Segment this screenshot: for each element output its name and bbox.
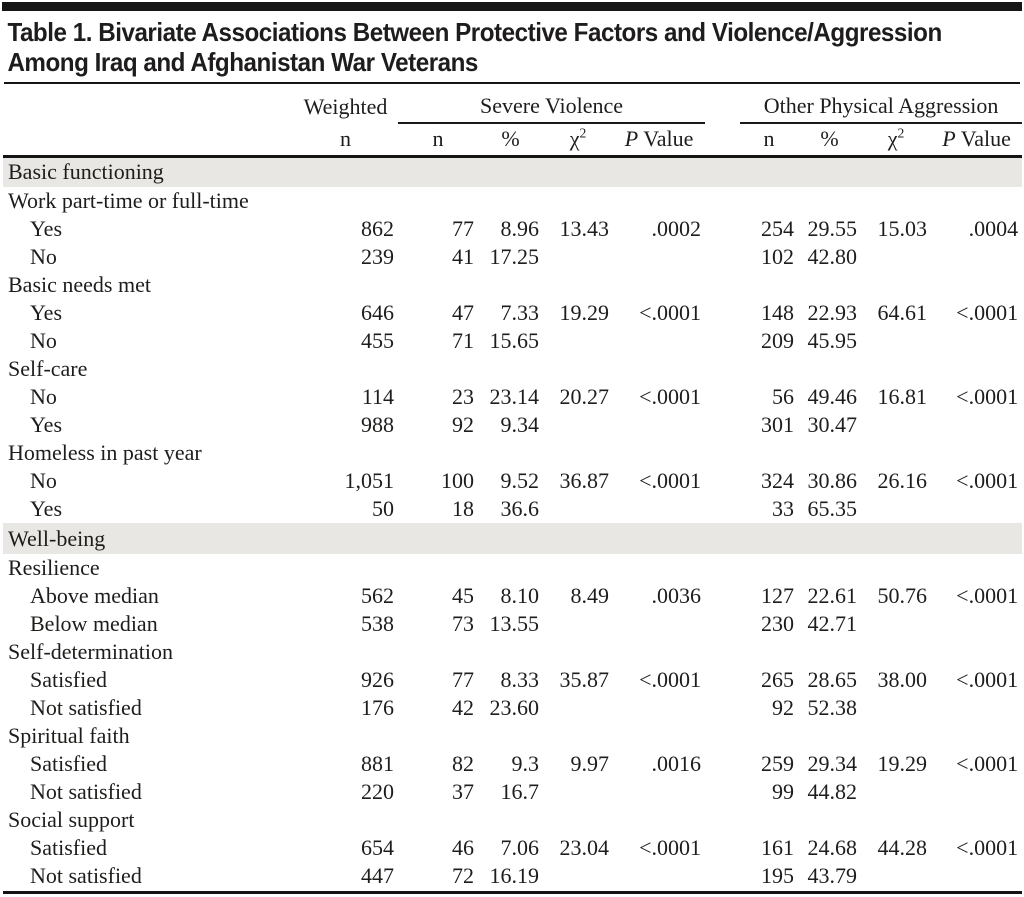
opa_chi2-cell: 19.29 [877, 751, 928, 776]
sv_chi2-cell [543, 327, 613, 355]
sv_pct-cell: 15.65 [489, 328, 539, 353]
category-label-cell: Social support [8, 807, 135, 832]
sv_p-cell [613, 243, 705, 271]
category-row [3, 439, 1022, 467]
opa_n-cell: 259 [761, 751, 795, 776]
sv_pct-cell: 8.96 [500, 216, 539, 241]
category-label-cell: Self-care [8, 356, 88, 381]
sv_chi2-cell: 35.87 [559, 667, 609, 692]
opa_n-cell: 127 [761, 583, 795, 608]
data-row [3, 383, 1022, 411]
row-label-cell: No [30, 244, 57, 269]
sv_n-cell: 37 [452, 779, 474, 804]
row-label-cell: Not satisfied [30, 695, 142, 720]
row-label-cell: No [30, 468, 57, 493]
sv_pct-cell: 9.3 [511, 751, 539, 776]
category-label-cell: Self-determination [8, 639, 173, 664]
sv_n-cell: 73 [452, 611, 474, 636]
p-value-word: Value [638, 126, 694, 152]
row-label-cell: Above median [30, 583, 159, 608]
opa_chi2-cell: 15.03 [877, 216, 928, 241]
category-label-cell: Spiritual faith [8, 723, 130, 748]
category-row [3, 806, 1022, 834]
category-label-cell: Resilience [8, 555, 100, 580]
column-gap-cell [705, 243, 740, 271]
opa_pct-cell: 24.68 [807, 835, 858, 860]
table-body [3, 156, 1022, 890]
column-gap-cell [705, 694, 740, 722]
row-label-cell: Yes [30, 300, 63, 325]
opa_n-cell: 161 [761, 835, 795, 860]
column-gap-cell [705, 299, 740, 327]
sv_pct-cell: 8.10 [500, 583, 539, 608]
opa_pct-cell: 44.82 [807, 779, 858, 804]
opa_pct-cell: 22.93 [807, 300, 858, 325]
category-row [3, 355, 1022, 383]
weighted_n-cell: 447 [361, 863, 394, 888]
row-label-cell: Yes [30, 216, 63, 241]
row-label-cell: Satisfied [30, 835, 107, 860]
chi-superscript: 2 [897, 125, 905, 141]
sv_pct-cell: 16.7 [500, 779, 539, 804]
opa-chi-square-subheader [861, 123, 931, 156]
data-row [3, 327, 1022, 355]
column-gap-cell [705, 610, 740, 638]
weighted_n-cell: 538 [361, 611, 394, 636]
opa_p-cell: <.0001 [956, 300, 1019, 325]
category-label-cell: Work part-time or full-time [8, 188, 249, 213]
title-divider-rule [4, 82, 1020, 84]
p-value-word: Value [955, 126, 1011, 152]
sv_n-cell: 77 [452, 667, 474, 692]
opa_n-cell: 254 [761, 216, 795, 241]
opa_p-cell: <.0001 [956, 667, 1019, 692]
opa_n-cell: 148 [761, 300, 795, 325]
column-gap-cell [705, 666, 740, 694]
sv_p-cell: .0016 [651, 751, 702, 776]
weighted-n-subheader: n [293, 123, 398, 156]
group-gap-cell-2 [705, 123, 740, 156]
opa_n-cell: 56 [772, 384, 795, 409]
weighted_n-cell: 646 [361, 300, 394, 325]
weighted_n-cell: 862 [361, 216, 394, 241]
sv_p-cell [613, 694, 705, 722]
opa_n-cell: 324 [761, 468, 795, 493]
opa_pct-cell: 45.95 [807, 328, 858, 353]
sv_chi2-cell: 36.87 [559, 468, 609, 493]
sv_p-cell: <.0001 [639, 468, 702, 493]
row-label-cell: Yes [30, 412, 63, 437]
weighted_n-cell: 114 [361, 384, 394, 409]
opa_p-cell: .0004 [968, 216, 1019, 241]
weighted_n-cell: 239 [361, 244, 394, 269]
opa_chi2-cell: 44.28 [877, 835, 928, 860]
opa_n-cell: 195 [761, 863, 795, 888]
corner-cell-2 [3, 123, 293, 156]
sv_chi2-cell: 13.43 [559, 216, 609, 241]
opa_n-cell: 102 [761, 244, 795, 269]
sv_chi2-cell [543, 610, 613, 638]
data-row [3, 694, 1022, 722]
sv_n-cell: 82 [452, 751, 474, 776]
sv_chi2-cell [543, 243, 613, 271]
opa_pct-cell: 42.80 [807, 244, 858, 269]
row-label-cell: No [30, 384, 57, 409]
category-row [3, 271, 1022, 299]
sv_p-cell [613, 778, 705, 806]
weighted_n-cell: 220 [361, 779, 394, 804]
sv_p-cell: <.0001 [639, 667, 702, 692]
sv_pct-cell: 16.19 [489, 863, 539, 888]
row-label-cell: Satisfied [30, 667, 107, 692]
bottom-double-rule [3, 891, 1022, 894]
weighted_n-cell: 562 [361, 583, 394, 608]
opa_n-cell: 209 [761, 328, 795, 353]
weighted_n-cell: 988 [361, 412, 394, 437]
chi-superscript: 2 [579, 125, 587, 141]
sv_n-cell: 45 [452, 583, 474, 608]
row-label-cell: Below median [30, 611, 158, 636]
opa_chi2-cell [861, 243, 931, 271]
opa_chi2-cell: 26.16 [877, 468, 928, 493]
p-symbol: P [942, 126, 956, 152]
opa_chi2-cell [861, 411, 931, 439]
sv_n-cell: 42 [452, 695, 474, 720]
data-row [3, 495, 1022, 523]
sv_pct-cell: 13.55 [489, 611, 539, 636]
opa-n-subheader: n [740, 123, 798, 156]
sv_chi2-cell: 9.97 [570, 751, 609, 776]
category-row [3, 638, 1022, 666]
sv_n-cell: 47 [452, 300, 474, 325]
sv_chi2-cell [543, 778, 613, 806]
category-row [3, 187, 1022, 215]
opa_n-cell: 99 [772, 779, 795, 804]
opa_pct-cell: 43.79 [807, 863, 858, 888]
sv_n-cell: 41 [452, 244, 474, 269]
header-subcolumn-row [3, 123, 1022, 156]
opa_n-cell: 301 [761, 412, 795, 437]
sv_pct-cell: 7.06 [500, 835, 539, 860]
opa_chi2-cell [861, 778, 931, 806]
opa_pct-cell: 29.34 [807, 751, 858, 776]
row-label-cell: Not satisfied [30, 779, 142, 804]
other-physical-aggression-spanner: Other Physical Aggression [740, 88, 1022, 123]
opa_chi2-cell: 50.76 [877, 583, 928, 608]
weighted_n-cell: 881 [361, 751, 394, 776]
opa_p-cell [931, 495, 1022, 523]
column-gap-cell [705, 215, 740, 243]
opa_n-cell: 265 [761, 667, 795, 692]
opa_p-cell: <.0001 [956, 384, 1019, 409]
opa_chi2-cell [861, 610, 931, 638]
sv_p-cell: <.0001 [639, 835, 702, 860]
sv-chi-square-subheader [543, 123, 613, 156]
weighted_n-cell: 1,051 [344, 468, 394, 493]
opa_pct-cell: 22.61 [807, 583, 858, 608]
column-gap-cell [705, 778, 740, 806]
opa_chi2-cell: 64.61 [877, 300, 928, 325]
opa_pct-cell: 29.55 [807, 216, 858, 241]
sv_n-cell: 71 [452, 328, 474, 353]
sv-n-subheader: n [398, 123, 478, 156]
sv_pct-cell: 9.34 [500, 412, 539, 437]
sv_pct-cell: 8.33 [500, 667, 539, 692]
opa_chi2-cell [861, 495, 931, 523]
sv_chi2-cell: 8.49 [570, 583, 609, 608]
sv-p-value-subheader [613, 123, 705, 156]
sv_p-cell [613, 327, 705, 355]
opa_chi2-cell [861, 862, 931, 890]
sv_chi2-cell [543, 495, 613, 523]
opa_p-cell [931, 778, 1022, 806]
sv_n-cell: 18 [452, 496, 474, 521]
sv_p-cell: .0036 [651, 583, 702, 608]
sv_pct-cell: 17.25 [489, 244, 539, 269]
p-symbol: P [624, 126, 639, 152]
table-title-line-1: Table 1. Bivariate Associations Between Protective Factors and Violence/Aggression [7, 17, 942, 47]
column-gap-cell [705, 327, 740, 355]
data-row [3, 750, 1022, 778]
column-gap-cell [705, 467, 740, 495]
sv_pct-cell: 23.14 [489, 384, 539, 409]
header-group-row [3, 88, 1022, 123]
sv_chi2-cell: 19.29 [559, 300, 609, 325]
opa_chi2-cell: 16.81 [877, 384, 928, 409]
data-row [3, 467, 1022, 495]
opa_p-cell: <.0001 [956, 583, 1019, 608]
opa_pct-cell: 65.35 [807, 496, 858, 521]
sv_chi2-cell [543, 694, 613, 722]
sv_n-cell: 92 [452, 412, 474, 437]
section-row [3, 523, 1022, 554]
opa_p-cell [931, 327, 1022, 355]
bivariate-associations-table [3, 88, 1022, 890]
sv_p-cell: .0002 [651, 216, 702, 241]
sv_chi2-cell: 20.27 [559, 384, 609, 409]
opa-p-value-subheader [931, 123, 1022, 156]
weighted_n-cell: 176 [361, 695, 394, 720]
data-row [3, 299, 1022, 327]
opa_p-cell [931, 862, 1022, 890]
weighted_n-cell: 455 [361, 328, 394, 353]
data-row [3, 862, 1022, 890]
weighted_n-cell: 50 [372, 496, 394, 521]
data-row [3, 411, 1022, 439]
data-row [3, 215, 1022, 243]
group-gap-cell [705, 88, 740, 123]
column-gap-cell [705, 383, 740, 411]
opa_p-cell [931, 694, 1022, 722]
column-gap-cell [705, 862, 740, 890]
sv_p-cell: <.0001 [639, 300, 702, 325]
opa_chi2-cell: 38.00 [877, 667, 928, 692]
data-row [3, 834, 1022, 862]
opa_pct-cell: 28.65 [807, 667, 858, 692]
top-black-bar [2, 2, 1022, 11]
data-row [3, 666, 1022, 694]
section-row [3, 156, 1022, 187]
row-label-cell: Satisfied [30, 751, 107, 776]
table-title-line-2: Among Iraq and Afghanistan War Veterans [7, 47, 478, 77]
row-label-cell: Not satisfied [30, 863, 142, 888]
opa_p-cell [931, 411, 1022, 439]
opa_pct-cell: 52.38 [807, 695, 858, 720]
column-gap-cell [705, 582, 740, 610]
sv_n-cell: 77 [452, 216, 474, 241]
weighted_n-cell: 926 [361, 667, 394, 692]
row-label-cell: No [30, 328, 57, 353]
column-gap-cell [705, 750, 740, 778]
sv-percent-subheader: % [478, 123, 543, 156]
weighted_n-cell: 654 [361, 835, 394, 860]
corner-cell [3, 88, 293, 123]
weighted-header: Weighted [303, 94, 388, 119]
data-row [3, 582, 1022, 610]
table-title [0, 11, 952, 82]
sv_p-cell [613, 610, 705, 638]
column-gap-cell [705, 834, 740, 862]
opa_chi2-cell [861, 327, 931, 355]
opa_p-cell: <.0001 [956, 751, 1019, 776]
column-gap-cell [705, 411, 740, 439]
opa_n-cell: 92 [772, 695, 795, 720]
category-row [3, 722, 1022, 750]
sv_p-cell [613, 862, 705, 890]
opa_p-cell [931, 610, 1022, 638]
sv_n-cell: 46 [452, 835, 474, 860]
opa_pct-cell: 49.46 [807, 384, 858, 409]
section-label-cell: Basic functioning [3, 156, 1022, 187]
sv_chi2-cell [543, 862, 613, 890]
sv_n-cell: 100 [441, 468, 474, 493]
sv_chi2-cell: 23.04 [559, 835, 609, 860]
table-header [3, 88, 1022, 156]
chi-symbol: χ [569, 126, 580, 152]
sv_pct-cell: 9.52 [500, 468, 539, 493]
severe-violence-spanner: Severe Violence [398, 88, 705, 123]
sv_pct-cell: 23.60 [489, 695, 539, 720]
opa_pct-cell: 30.86 [807, 468, 858, 493]
data-row [3, 243, 1022, 271]
column-gap-cell [705, 495, 740, 523]
opa-percent-subheader: % [798, 123, 861, 156]
sv_p-cell [613, 411, 705, 439]
sv_pct-cell: 7.33 [500, 300, 539, 325]
sv_p-cell: <.0001 [639, 384, 702, 409]
opa_p-cell: <.0001 [956, 835, 1019, 860]
row-label-cell: Yes [30, 496, 63, 521]
opa_p-cell [931, 243, 1022, 271]
sv_chi2-cell [543, 411, 613, 439]
opa_p-cell: <.0001 [956, 468, 1019, 493]
category-row [3, 554, 1022, 582]
sv_pct-cell: 36.6 [500, 496, 539, 521]
opa_pct-cell: 42.71 [807, 611, 858, 636]
opa_n-cell: 230 [761, 611, 795, 636]
opa_pct-cell: 30.47 [807, 412, 858, 437]
sv_n-cell: 72 [452, 863, 474, 888]
data-row [3, 610, 1022, 638]
opa_chi2-cell [861, 694, 931, 722]
data-row [3, 778, 1022, 806]
category-label-cell: Homeless in past year [8, 440, 202, 465]
sv_n-cell: 23 [452, 384, 474, 409]
category-label-cell: Basic needs met [8, 272, 151, 297]
section-label-cell: Well-being [3, 523, 1022, 554]
opa_n-cell: 33 [772, 496, 795, 521]
chi-symbol: χ [887, 126, 898, 152]
sv_p-cell [613, 495, 705, 523]
